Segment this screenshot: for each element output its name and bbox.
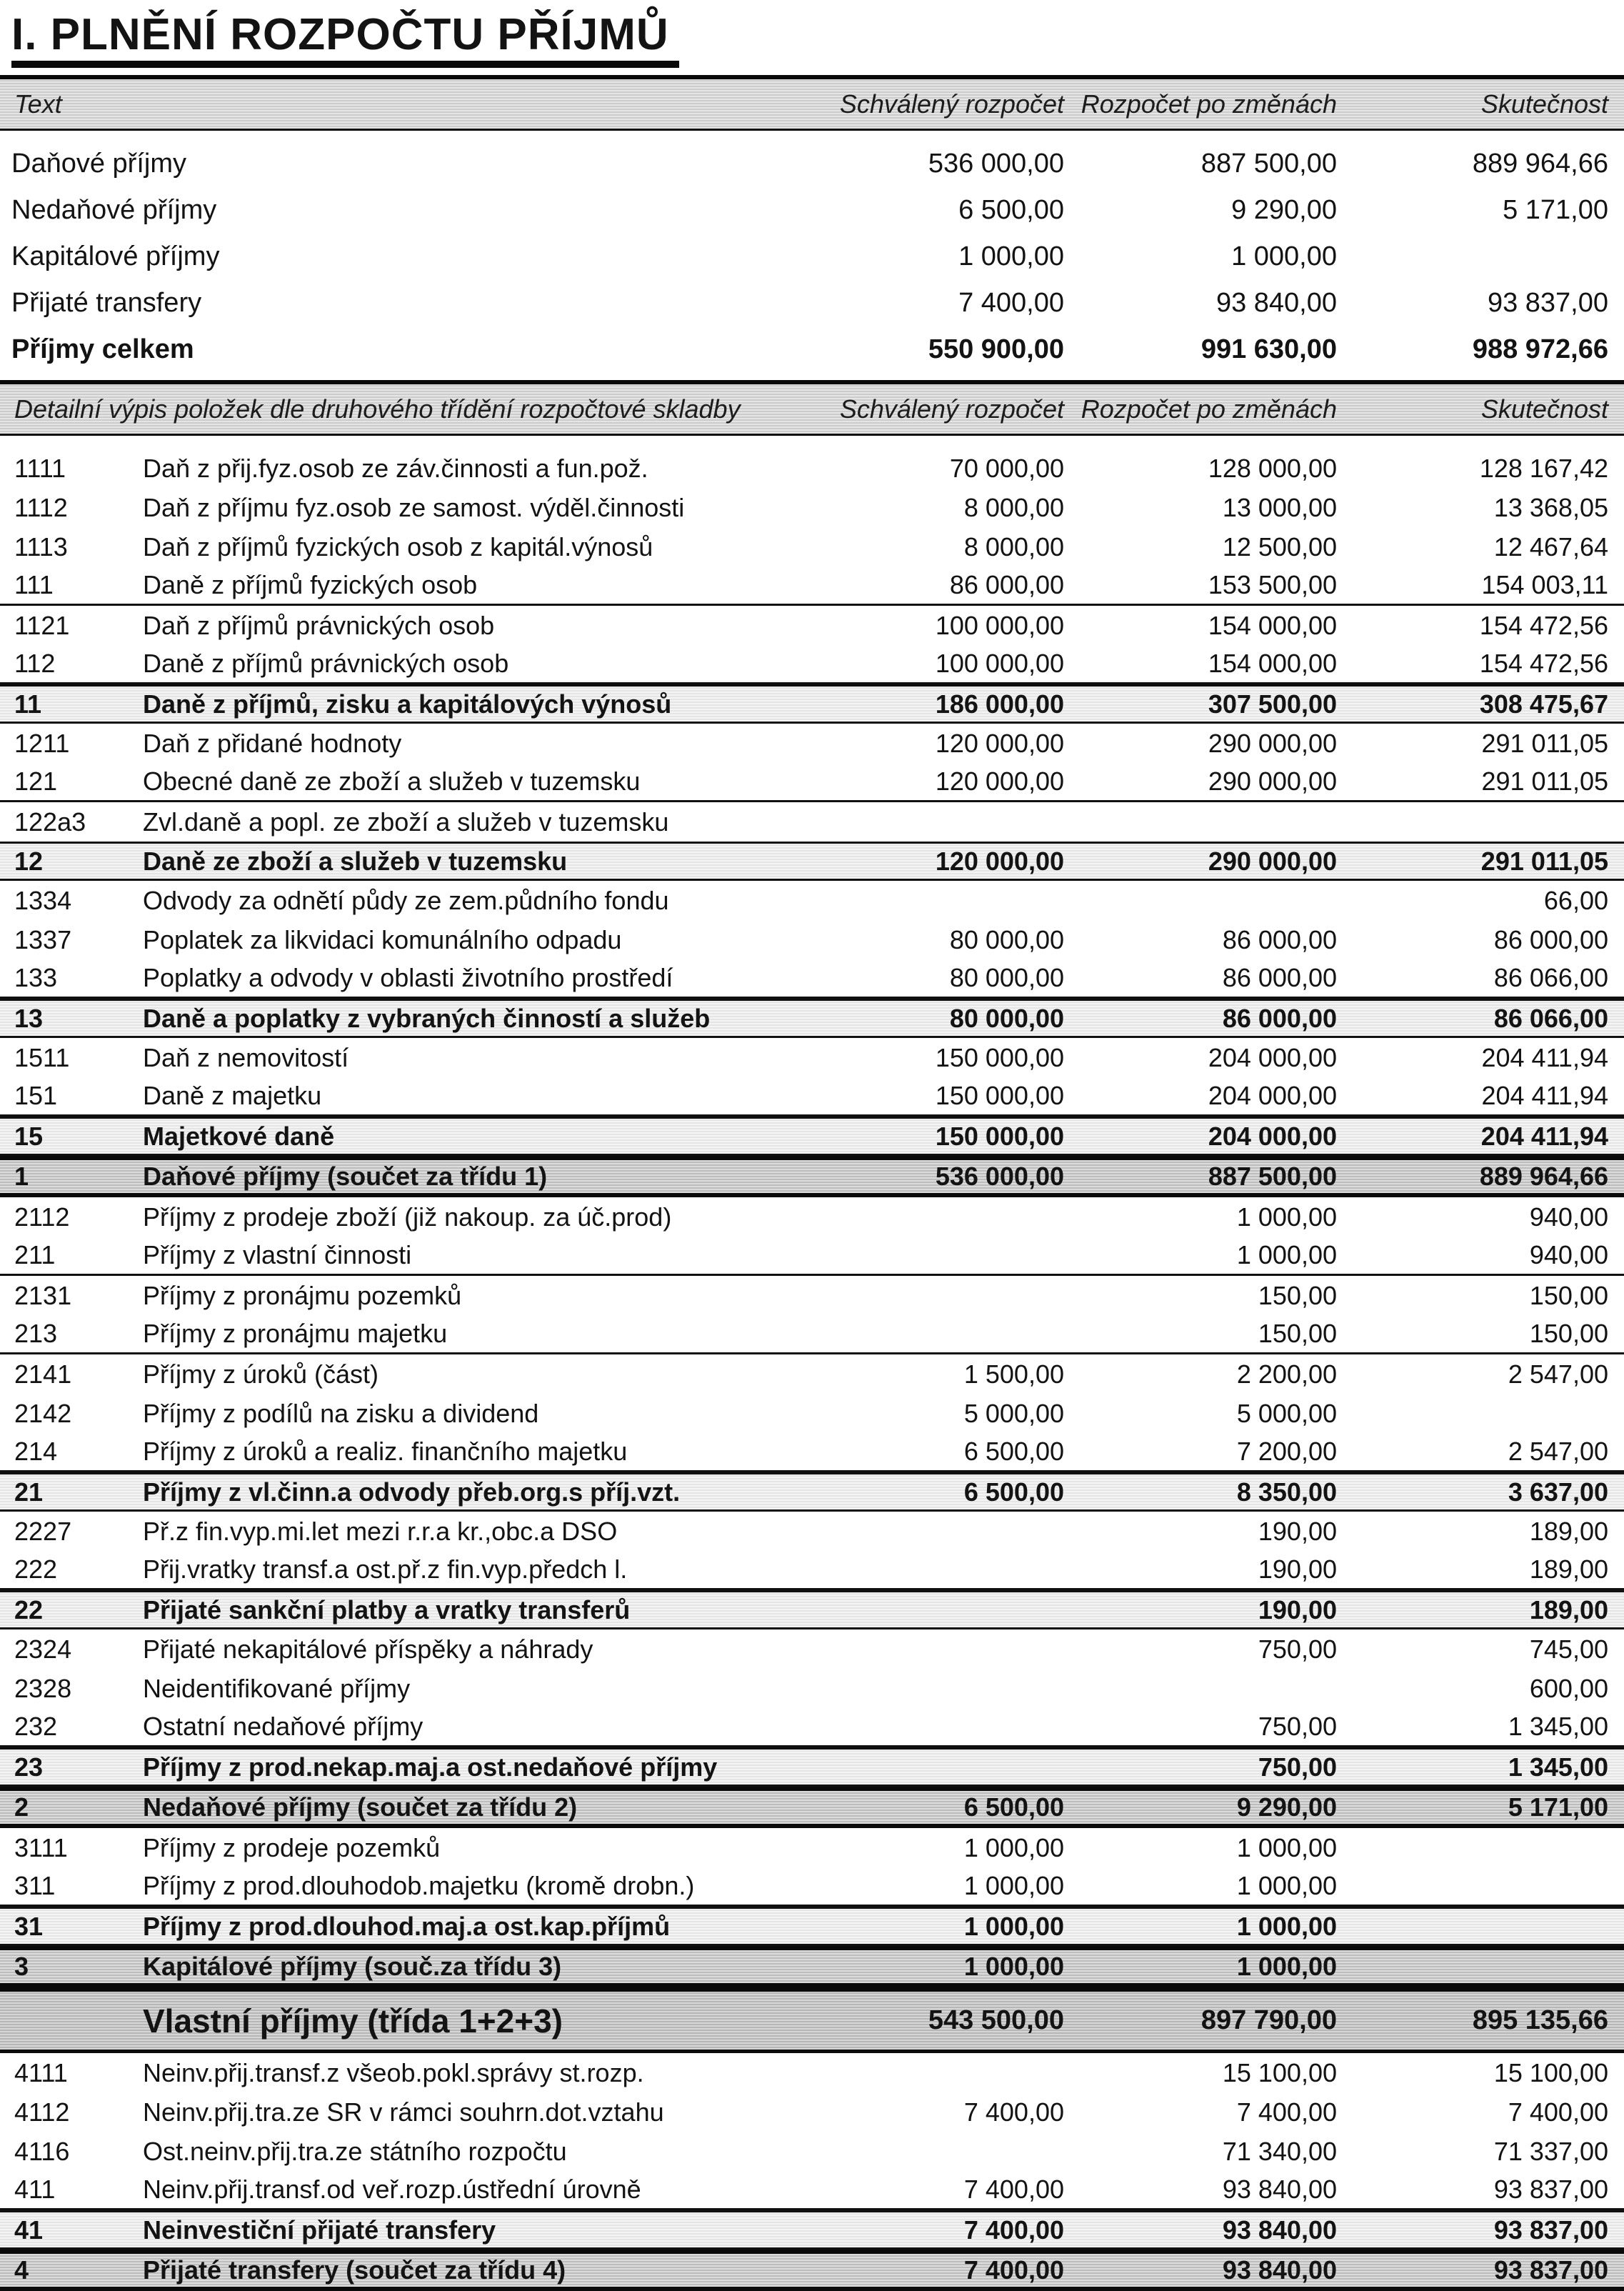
- summary-section: [0, 75, 1624, 380]
- actual-value: 291 011,05: [1481, 728, 1608, 758]
- page-title: I. PLNĚNÍ ROZPOČTU PŘÍJMŮ: [11, 11, 679, 68]
- table-row: [0, 1117, 1624, 1156]
- row-label: Poplatek za likvidaci komunálního odpadu: [143, 924, 622, 954]
- after-changes-value: 290 000,00: [1208, 767, 1337, 797]
- actual-value: 86 000,00: [1493, 924, 1608, 954]
- row-code: 213: [14, 1319, 58, 1349]
- approved-value: 86 000,00: [949, 570, 1064, 600]
- actual-value: 204 411,94: [1480, 1121, 1608, 1151]
- actual-value: 940,00: [1529, 1240, 1608, 1270]
- row-label: Příjmy z prodeje pozemků: [143, 1832, 441, 1862]
- row-label: Neinvestiční přijaté transfery: [143, 2215, 496, 2245]
- row-label: Zvl.daně a popl. ze zboží a služeb v tuzemsku: [143, 807, 669, 837]
- row-label: Ostatní nedaňové příjmy: [143, 1712, 423, 1742]
- after-changes-value: 93 840,00: [1216, 288, 1337, 319]
- summary-row: [0, 280, 1624, 326]
- table-row: [0, 1629, 1624, 1669]
- actual-value: 308 475,67: [1479, 689, 1608, 719]
- row-label: Neinv.přij.transf.od veř.rozp.ústřední úrovně: [143, 2175, 641, 2205]
- after-changes-value: 290 000,00: [1208, 728, 1337, 758]
- row-code: 311: [14, 1871, 56, 1901]
- row-code: 2328: [14, 1673, 72, 1703]
- approved-value: 100 000,00: [935, 649, 1064, 679]
- after-changes-value: 5 000,00: [1236, 1398, 1337, 1428]
- row-code: 111: [14, 570, 54, 600]
- table-row: [0, 1669, 1624, 1708]
- table-row: [0, 999, 1624, 1038]
- approved-value: 536 000,00: [928, 149, 1064, 179]
- table-row: [0, 1590, 1624, 1629]
- approved-value: 6 500,00: [963, 1477, 1064, 1507]
- approved-value: 150 000,00: [935, 1042, 1064, 1072]
- table-row: [0, 1747, 1624, 1787]
- row-code: 12: [14, 846, 44, 876]
- table-row: [0, 959, 1624, 999]
- table-row: [0, 527, 1624, 566]
- row-label: Př.z fin.vyp.mi.let mezi r.r.a kr.,obc.a DSO: [143, 1516, 618, 1546]
- column-header-text: Text: [14, 89, 62, 119]
- after-changes-value: 190,00: [1258, 1594, 1337, 1624]
- actual-value: 128 167,42: [1479, 453, 1608, 483]
- row-label: Daně z příjmů fyzických osob: [143, 570, 478, 600]
- row-code: 122a3: [14, 807, 86, 837]
- row-label: Ost.neinv.přij.tra.ze státního rozpočtu: [143, 2136, 567, 2166]
- after-changes-value: 8 350,00: [1236, 1477, 1337, 1507]
- table-row: [0, 1237, 1624, 1276]
- table-row: [0, 724, 1624, 763]
- actual-value: 2 547,00: [1508, 1359, 1608, 1389]
- approved-value: 7 400,00: [963, 2175, 1064, 2205]
- approved-value: 186 000,00: [935, 689, 1064, 719]
- actual-value: 154 472,56: [1479, 610, 1608, 640]
- row-label: Příjmy z prod.dlouhodob.majetku (kromě drobn.): [143, 1871, 695, 1901]
- actual-value: 93 837,00: [1487, 288, 1608, 319]
- actual-value: 154 472,56: [1479, 649, 1608, 679]
- row-label: Přijaté sankční platby a vratky transferů: [143, 1594, 631, 1624]
- actual-value: 204 411,94: [1481, 1042, 1608, 1072]
- actual-value: 3 637,00: [1508, 1477, 1608, 1507]
- actual-value: 1 345,00: [1508, 1752, 1608, 1782]
- row-label: Příjmy celkem: [11, 334, 194, 365]
- approved-value: 6 500,00: [963, 1792, 1064, 1822]
- table-row: [0, 1276, 1624, 1315]
- actual-value: 86 066,00: [1493, 1003, 1608, 1033]
- row-label: Neidentifikované příjmy: [143, 1673, 411, 1703]
- actual-value: 291 011,05: [1480, 846, 1608, 876]
- row-code: 2324: [14, 1634, 72, 1664]
- after-changes-value: 15 100,00: [1222, 2057, 1337, 2087]
- approved-value: 1 000,00: [963, 1871, 1064, 1901]
- row-label: Kapitálové příjmy (souč.za třídu 3): [143, 1952, 562, 1982]
- after-changes-value: 154 000,00: [1208, 649, 1337, 679]
- row-code: 411: [14, 2175, 56, 2205]
- approved-value: 5 000,00: [963, 1398, 1064, 1428]
- after-changes-value: 9 290,00: [1236, 1792, 1337, 1822]
- after-changes-value: 204 000,00: [1208, 1042, 1337, 1072]
- row-label: Daň z nemovitostí: [143, 1042, 349, 1072]
- row-label: Vlastní příjmy (třída 1+2+3): [143, 2002, 563, 2040]
- approved-value: 1 000,00: [963, 1911, 1064, 1941]
- row-label: Daně z majetku: [143, 1081, 322, 1111]
- column-header-after-changes: Rozpočet po změnách: [1081, 89, 1337, 119]
- row-code: 1113: [14, 531, 68, 561]
- row-code: 4111: [14, 2057, 68, 2087]
- approved-value: 7 400,00: [963, 2097, 1064, 2127]
- row-label: Přijaté transfery: [11, 288, 202, 319]
- row-label: Neinv.přij.tra.ze SR v rámci souhrn.dot.vztahu: [143, 2097, 664, 2127]
- row-label: Kapitálové příjmy: [11, 241, 220, 272]
- approved-value: 150 000,00: [935, 1081, 1064, 1111]
- actual-value: 93 837,00: [1493, 2215, 1608, 2245]
- row-label: Příjmy z prod.nekap.maj.a ost.nedaňové příjmy: [143, 1752, 718, 1782]
- actual-value: 291 011,05: [1481, 767, 1608, 797]
- approved-value: 1 000,00: [963, 1832, 1064, 1862]
- summary-rows: [0, 131, 1624, 380]
- approved-value: 7 400,00: [963, 2215, 1064, 2245]
- row-code: 3111: [14, 1832, 68, 1862]
- approved-value: 100 000,00: [935, 610, 1064, 640]
- row-label: Daňové příjmy: [11, 149, 186, 179]
- approved-value: 6 500,00: [958, 195, 1064, 226]
- approved-value: 150 000,00: [935, 1121, 1064, 1151]
- row-label: Nedaňové příjmy (součet za třídu 2): [143, 1792, 578, 1822]
- row-code: 1111: [14, 453, 66, 483]
- row-label: Daň z příjmu fyz.osob ze samost. výděl.činnosti: [143, 492, 685, 522]
- actual-value: 189,00: [1529, 1516, 1608, 1546]
- row-label: Příjmy z podílů na zisku a dividend: [143, 1398, 539, 1428]
- approved-value: 550 900,00: [928, 334, 1064, 365]
- after-changes-value: 897 790,00: [1201, 2005, 1337, 2036]
- table-row: [0, 1551, 1624, 1590]
- row-code: 1: [14, 1162, 29, 1192]
- row-code: 11: [14, 689, 42, 719]
- actual-value: 15 100,00: [1493, 2057, 1608, 2087]
- row-code: 3: [14, 1952, 29, 1982]
- row-code: 2: [14, 1792, 29, 1822]
- detail-column-header-approved: Schválený rozpočet: [839, 394, 1064, 424]
- after-changes-value: 750,00: [1258, 1752, 1337, 1782]
- summary-row: [0, 141, 1624, 187]
- table-row: [0, 488, 1624, 527]
- row-code: 1337: [14, 924, 72, 954]
- after-changes-value: 750,00: [1258, 1712, 1337, 1742]
- summary-header-row: [0, 75, 1624, 131]
- row-code: 2227: [14, 1516, 72, 1546]
- row-label: Příjmy z pronájmu majetku: [143, 1319, 448, 1349]
- row-label: Daň z příjmů právnických osob: [143, 610, 495, 640]
- row-code: 4116: [14, 2136, 70, 2166]
- detail-header-title: Detailní výpis položek dle druhového třídění rozpočtové skladby: [14, 394, 741, 424]
- row-code: 2112: [14, 1202, 70, 1232]
- detail-header-row: [0, 380, 1624, 436]
- after-changes-value: 887 500,00: [1208, 1162, 1337, 1192]
- actual-value: 189,00: [1529, 1594, 1608, 1624]
- row-code: 4112: [14, 2097, 70, 2127]
- actual-value: 66,00: [1543, 885, 1608, 915]
- table-row: [0, 2210, 1624, 2250]
- after-changes-value: 2 200,00: [1236, 1359, 1337, 1389]
- actual-value: 745,00: [1529, 1634, 1608, 1664]
- row-code: 31: [14, 1911, 44, 1941]
- after-changes-value: 750,00: [1258, 1634, 1337, 1664]
- row-code: 133: [14, 963, 58, 993]
- actual-value: 71 337,00: [1493, 2136, 1608, 2166]
- approved-value: 80 000,00: [949, 963, 1064, 993]
- after-changes-value: 86 000,00: [1222, 963, 1337, 993]
- row-label: Daně ze zboží a služeb v tuzemsku: [143, 846, 568, 876]
- row-label: Obecné daně ze zboží a služeb v tuzemsku: [143, 767, 641, 797]
- after-changes-value: 290 000,00: [1208, 846, 1337, 876]
- after-changes-value: 1 000,00: [1236, 1832, 1337, 1862]
- actual-value: 988 972,66: [1472, 334, 1608, 365]
- actual-value: 889 964,66: [1479, 1162, 1608, 1192]
- row-code: 1211: [14, 728, 70, 758]
- row-code: 222: [14, 1554, 58, 1584]
- table-row: [0, 920, 1624, 959]
- row-code: 1511: [14, 1042, 70, 1072]
- row-code: 15: [14, 1121, 44, 1151]
- table-row: [0, 1077, 1624, 1117]
- actual-value: 940,00: [1529, 1202, 1608, 1232]
- actual-value: 2 547,00: [1508, 1437, 1608, 1467]
- after-changes-value: 12 500,00: [1222, 531, 1337, 561]
- after-changes-value: 153 500,00: [1208, 570, 1337, 600]
- row-code: 2131: [14, 1280, 72, 1310]
- approved-value: 1 500,00: [963, 1359, 1064, 1389]
- summary-row: [0, 234, 1624, 280]
- after-changes-value: 128 000,00: [1208, 453, 1337, 483]
- detail-section: [0, 380, 1624, 2291]
- row-label: Daně z příjmů právnických osob: [143, 649, 509, 679]
- table-row: [0, 449, 1624, 488]
- table-row: [0, 1708, 1624, 1747]
- table-row: [0, 802, 1624, 842]
- after-changes-value: 1 000,00: [1236, 1871, 1337, 1901]
- table-row: [0, 684, 1624, 724]
- actual-value: 5 171,00: [1503, 195, 1608, 226]
- actual-value: 600,00: [1529, 1673, 1608, 1703]
- table-row: [0, 1472, 1624, 1512]
- row-label: Příjmy z vl.činn.a odvody přeb.org.s příj.vzt.: [143, 1477, 681, 1507]
- after-changes-value: 93 840,00: [1222, 2215, 1337, 2245]
- approved-value: 80 000,00: [949, 1003, 1064, 1033]
- row-code: 41: [14, 2215, 44, 2245]
- after-changes-value: 190,00: [1258, 1516, 1337, 1546]
- after-changes-value: 9 290,00: [1231, 195, 1337, 226]
- after-changes-value: 991 630,00: [1201, 334, 1337, 365]
- after-changes-value: 150,00: [1258, 1319, 1337, 1349]
- row-label: Daň z příjmů fyzických osob z kapitál.výnosů: [143, 531, 653, 561]
- table-row: [0, 763, 1624, 802]
- actual-value: 12 467,64: [1493, 531, 1608, 561]
- row-label: Příjmy z prodeje zboží (již nakoup. za úč.prod): [143, 1202, 672, 1232]
- detail-rows: [0, 436, 1624, 2291]
- table-row: [0, 842, 1624, 881]
- after-changes-value: 71 340,00: [1222, 2136, 1337, 2166]
- row-label: Poplatky a odvody v oblasti životního prostředí: [143, 963, 673, 993]
- actual-value: 1 345,00: [1508, 1712, 1608, 1742]
- row-label: Daň z přij.fyz.osob ze záv.činnosti a fun.pož.: [143, 453, 648, 483]
- row-code: 1112: [14, 492, 68, 522]
- actual-value: 86 066,00: [1493, 963, 1608, 993]
- summary-row: [0, 326, 1624, 373]
- after-changes-value: 887 500,00: [1201, 149, 1337, 179]
- after-changes-value: 307 500,00: [1208, 689, 1337, 719]
- table-row: [0, 606, 1624, 645]
- row-code: 2142: [14, 1398, 72, 1428]
- after-changes-value: 7 400,00: [1236, 2097, 1337, 2127]
- column-header-approved: Schválený rozpočet: [839, 89, 1064, 119]
- table-row: [0, 2171, 1624, 2210]
- row-label: Nedaňové příjmy: [11, 195, 217, 226]
- row-label: Příjmy z vlastní činnosti: [143, 1240, 412, 1270]
- approved-value: 120 000,00: [935, 846, 1064, 876]
- after-changes-value: 1 000,00: [1236, 1240, 1337, 1270]
- table-row: [0, 2132, 1624, 2171]
- row-label: Daně a poplatky z vybraných činností a služeb: [143, 1003, 711, 1033]
- table-row: [0, 2053, 1624, 2092]
- table-row: [0, 1354, 1624, 1394]
- table-row: [0, 1433, 1624, 1472]
- after-changes-value: 7 200,00: [1236, 1437, 1337, 1467]
- after-changes-value: 190,00: [1258, 1554, 1337, 1584]
- detail-column-header-after-changes: Rozpočet po změnách: [1081, 394, 1337, 424]
- actual-value: 150,00: [1529, 1280, 1608, 1310]
- actual-value: 895 135,66: [1472, 2005, 1608, 2036]
- row-code: 214: [14, 1437, 58, 1467]
- row-label: Odvody za odnětí půdy ze zem.půdního fondu: [143, 885, 669, 915]
- actual-value: 150,00: [1529, 1319, 1608, 1349]
- after-changes-value: 93 840,00: [1222, 2175, 1337, 2205]
- row-code: 21: [14, 1477, 44, 1507]
- actual-value: 204 411,94: [1481, 1081, 1608, 1111]
- table-row: [0, 1038, 1624, 1077]
- actual-value: 889 964,66: [1472, 149, 1608, 179]
- row-label: Daňové příjmy (součet za třídu 1): [143, 1162, 548, 1192]
- table-row: [0, 645, 1624, 684]
- approved-value: 120 000,00: [935, 728, 1064, 758]
- row-code: 232: [14, 1712, 58, 1742]
- after-changes-value: 86 000,00: [1222, 924, 1337, 954]
- row-code: 13: [14, 1003, 44, 1033]
- row-code: 22: [14, 1594, 44, 1624]
- row-label: Daň z přidané hodnoty: [143, 728, 402, 758]
- approved-value: 536 000,00: [935, 1162, 1064, 1192]
- row-code: 23: [14, 1752, 44, 1782]
- row-label: Příjmy z úroků a realiz. finančního majetku: [143, 1437, 628, 1467]
- after-changes-value: 86 000,00: [1222, 1003, 1337, 1033]
- after-changes-value: 93 840,00: [1222, 2255, 1337, 2285]
- summary-row: [0, 187, 1624, 234]
- after-changes-value: 204 000,00: [1208, 1121, 1337, 1151]
- actual-value: 189,00: [1529, 1554, 1608, 1584]
- row-code: 112: [14, 649, 56, 679]
- approved-value: 543 500,00: [928, 2005, 1064, 2036]
- table-row: [0, 1946, 1624, 1987]
- approved-value: 70 000,00: [949, 453, 1064, 483]
- after-changes-value: 1 000,00: [1231, 241, 1337, 272]
- table-row: [0, 566, 1624, 606]
- approved-value: 1 000,00: [958, 241, 1064, 272]
- table-row: [0, 2250, 1624, 2291]
- actual-value: 93 837,00: [1493, 2175, 1608, 2205]
- detail-column-header-actual: Skutečnost: [1480, 394, 1608, 424]
- approved-value: 120 000,00: [935, 767, 1064, 797]
- table-row: [0, 1867, 1624, 1907]
- table-row: [0, 1787, 1624, 1828]
- after-changes-value: 204 000,00: [1208, 1081, 1337, 1111]
- row-code: 4: [14, 2255, 29, 2285]
- after-changes-value: 154 000,00: [1208, 610, 1337, 640]
- approved-value: 80 000,00: [949, 924, 1064, 954]
- row-label: Daně z příjmů, zisku a kapitálových výnosů: [143, 689, 672, 719]
- approved-value: 8 000,00: [963, 531, 1064, 561]
- actual-value: 154 003,11: [1481, 570, 1608, 600]
- table-row: [0, 1315, 1624, 1354]
- approved-value: 1 000,00: [963, 1952, 1064, 1982]
- row-code: 151: [14, 1081, 58, 1111]
- row-label: Přij.vratky transf.a ost.př.z fin.vyp.předch l.: [143, 1554, 628, 1584]
- table-row: [0, 2092, 1624, 2132]
- table-row: [0, 1156, 1624, 1197]
- table-row: [0, 1828, 1624, 1867]
- after-changes-value: 1 000,00: [1236, 1202, 1337, 1232]
- after-changes-value: 13 000,00: [1222, 492, 1337, 522]
- row-label: Přijaté transfery (součet za třídu 4): [143, 2255, 566, 2285]
- column-header-actual: Skutečnost: [1480, 89, 1608, 119]
- after-changes-value: 1 000,00: [1236, 1952, 1337, 1982]
- actual-value: 93 837,00: [1493, 2255, 1608, 2285]
- row-code: 2141: [14, 1359, 72, 1389]
- actual-value: 13 368,05: [1493, 492, 1608, 522]
- row-label: Majetkové daně: [143, 1121, 335, 1151]
- approved-value: 7 400,00: [958, 288, 1064, 319]
- row-code: 121: [14, 767, 58, 797]
- table-row: [0, 881, 1624, 920]
- approved-value: 8 000,00: [963, 492, 1064, 522]
- row-code: 1334: [14, 885, 72, 915]
- row-code: 1121: [14, 610, 70, 640]
- table-row: [0, 1394, 1624, 1433]
- table-row: [0, 1987, 1624, 2053]
- after-changes-value: 150,00: [1258, 1280, 1337, 1310]
- row-label: Příjmy z pronájmu pozemků: [143, 1280, 462, 1310]
- after-changes-value: 1 000,00: [1236, 1911, 1337, 1941]
- row-label: Příjmy z prod.dlouhod.maj.a ost.kap.příjmů: [143, 1911, 671, 1941]
- approved-value: 7 400,00: [963, 2255, 1064, 2285]
- approved-value: 6 500,00: [963, 1437, 1064, 1467]
- row-label: Neinv.přij.transf.z všeob.pokl.správy st.rozp.: [143, 2057, 644, 2087]
- actual-value: 5 171,00: [1508, 1792, 1608, 1822]
- row-label: Příjmy z úroků (část): [143, 1359, 379, 1389]
- actual-value: 7 400,00: [1508, 2097, 1608, 2127]
- table-row: [0, 1907, 1624, 1946]
- row-label: Přijaté nekapitálové příspěky a náhrady: [143, 1634, 593, 1664]
- row-code: 211: [14, 1240, 56, 1270]
- table-row: [0, 1512, 1624, 1551]
- table-row: [0, 1197, 1624, 1237]
